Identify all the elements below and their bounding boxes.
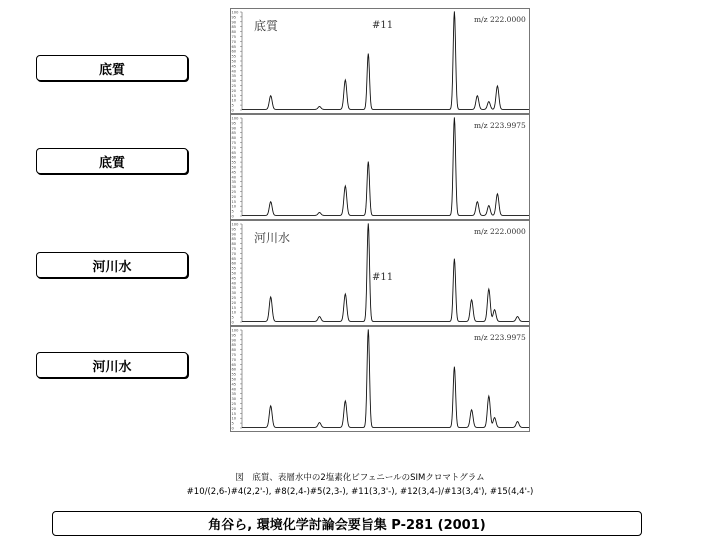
y-tick-label: 75 xyxy=(231,35,237,39)
y-tick-label: 10 xyxy=(231,98,237,103)
y-tick-label: 0 xyxy=(231,320,234,325)
mz-label: m/z 223.9975 xyxy=(474,121,526,130)
y-tick-label: 35 xyxy=(231,392,237,397)
panel-frame xyxy=(231,115,530,220)
side-label-river-water-1: 河川水 xyxy=(36,252,188,278)
y-tick-label: 40 xyxy=(231,387,237,392)
y-tick-label: 35 xyxy=(231,74,237,79)
y-tick-label: 10 xyxy=(231,310,237,315)
y-tick-label: 55 xyxy=(231,372,237,377)
y-tick-label: 15 xyxy=(231,93,237,98)
y-tick-label: 50 xyxy=(231,165,237,170)
y-tick-label: 20 xyxy=(231,406,237,411)
y-tick-label: 30 xyxy=(231,79,237,84)
y-tick-label: 20 xyxy=(231,194,237,199)
y-tick-label: 0 xyxy=(231,214,234,219)
y-tick-label: 100 xyxy=(231,116,239,121)
y-tick-label: 15 xyxy=(231,305,237,310)
mz-label: m/z 222.0000 xyxy=(474,15,526,24)
y-tick-label: 0 xyxy=(231,108,234,113)
y-tick-label: 60 xyxy=(231,261,237,266)
y-tick-label: 40 xyxy=(231,69,237,74)
y-tick-label: 70 xyxy=(231,357,237,362)
y-tick-label: 95 xyxy=(231,15,237,20)
side-label-sediment-2: 底質 xyxy=(36,148,188,174)
y-tick-label: 75 xyxy=(231,353,237,357)
y-tick-label: 50 xyxy=(231,59,237,64)
y-tick-label: 5 xyxy=(231,103,234,108)
y-tick-label: 60 xyxy=(231,49,237,54)
y-tick-label: 55 xyxy=(231,160,237,165)
y-tick-label: 35 xyxy=(231,180,237,185)
y-tick-label: 100 xyxy=(231,222,239,227)
y-tick-label: 85 xyxy=(231,25,237,30)
y-tick-label: 50 xyxy=(231,377,237,382)
peak-label-11: #11 xyxy=(372,272,394,283)
chromatogram-trace xyxy=(242,329,529,427)
y-tick-label: 45 xyxy=(231,64,237,69)
y-tick-label: 95 xyxy=(231,227,237,232)
y-tick-label: 85 xyxy=(231,343,237,348)
y-tick-label: 90 xyxy=(231,338,237,343)
y-tick-label: 90 xyxy=(231,20,237,25)
y-tick-label: 80 xyxy=(231,136,237,141)
y-tick-label: 25 xyxy=(231,296,237,300)
y-tick-label: 35 xyxy=(231,286,237,291)
side-label-river-water-2: 河川水 xyxy=(36,352,188,378)
y-tick-label: 30 xyxy=(231,291,237,296)
y-tick-label: 25 xyxy=(231,402,237,406)
panel-label: 底質 xyxy=(254,19,279,33)
y-tick-label: 85 xyxy=(231,131,237,136)
y-tick-label: 45 xyxy=(231,170,237,175)
y-tick-label: 90 xyxy=(231,232,237,237)
y-tick-label: 95 xyxy=(231,333,237,338)
y-tick-label: 70 xyxy=(231,145,237,150)
y-tick-label: 50 xyxy=(231,271,237,276)
figure-caption-line-1: 図 底質、表層水中の2塩素化ビフェニールのSIMクロマトグラム xyxy=(235,473,485,483)
y-tick-label: 80 xyxy=(231,30,237,35)
y-tick-label: 25 xyxy=(231,84,237,88)
chromatogram-trace xyxy=(242,117,529,215)
y-tick-label: 30 xyxy=(231,397,237,402)
peak-label-11: #11 xyxy=(372,20,394,31)
y-tick-label: 65 xyxy=(231,44,237,49)
y-tick-label: 75 xyxy=(231,141,237,145)
sim-chromatogram-figure xyxy=(230,8,530,432)
y-tick-label: 60 xyxy=(231,367,237,372)
y-tick-label: 10 xyxy=(231,416,237,421)
figure-caption-line-2: #10/(2,6-)#4(2,2'-), #8(2,4-)#5(2,3-), #11(3,3'-), #12(3,4-)/#13(3,4'), #15(4,4'-) xyxy=(186,487,534,497)
y-tick-label: 85 xyxy=(231,237,237,242)
side-label-sediment-1: 底質 xyxy=(36,55,188,81)
y-tick-label: 80 xyxy=(231,242,237,247)
y-tick-label: 95 xyxy=(231,121,237,126)
y-tick-label: 65 xyxy=(231,362,237,367)
y-tick-label: 5 xyxy=(231,315,234,320)
y-tick-label: 45 xyxy=(231,382,237,387)
y-tick-label: 55 xyxy=(231,266,237,271)
y-tick-label: 0 xyxy=(231,426,234,431)
y-tick-label: 70 xyxy=(231,251,237,256)
y-tick-label: 75 xyxy=(231,247,237,251)
y-tick-label: 80 xyxy=(231,348,237,353)
y-tick-label: 90 xyxy=(231,126,237,131)
y-tick-label: 5 xyxy=(231,421,234,426)
y-tick-label: 65 xyxy=(231,256,237,261)
y-tick-label: 100 xyxy=(231,328,239,333)
y-tick-label: 15 xyxy=(231,199,237,204)
y-tick-label: 25 xyxy=(231,190,237,194)
y-tick-label: 65 xyxy=(231,150,237,155)
mz-label: m/z 222.0000 xyxy=(474,227,526,236)
y-tick-label: 40 xyxy=(231,175,237,180)
panel-frame xyxy=(231,327,530,432)
citation-banner: 角谷ら, 環境化学討論会要旨集 P-281 (2001) xyxy=(52,511,642,536)
y-tick-label: 40 xyxy=(231,281,237,286)
y-tick-label: 100 xyxy=(231,10,239,15)
mz-label: m/z 223.9975 xyxy=(474,333,526,342)
y-tick-label: 70 xyxy=(231,39,237,44)
y-tick-label: 15 xyxy=(231,411,237,416)
y-tick-label: 45 xyxy=(231,276,237,281)
y-tick-label: 55 xyxy=(231,54,237,59)
y-tick-label: 5 xyxy=(231,209,234,214)
y-tick-label: 10 xyxy=(231,204,237,209)
panel-label: 河川水 xyxy=(254,231,291,245)
y-tick-label: 60 xyxy=(231,155,237,160)
y-tick-label: 20 xyxy=(231,300,237,305)
y-tick-label: 20 xyxy=(231,88,237,93)
y-tick-label: 30 xyxy=(231,185,237,190)
